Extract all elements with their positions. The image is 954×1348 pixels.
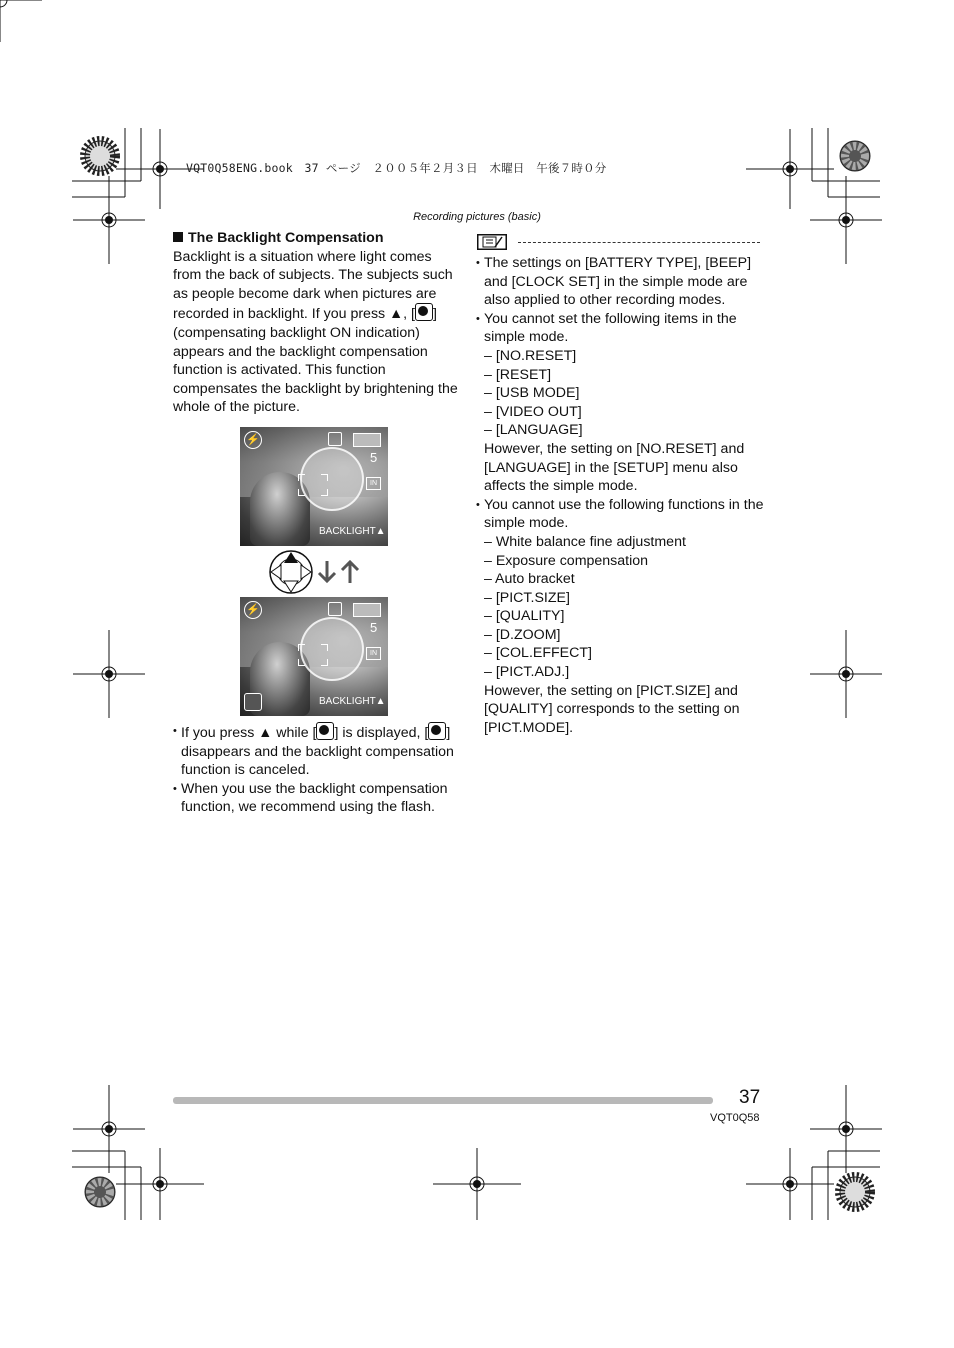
list-item: – Exposure compensation (484, 552, 649, 569)
backlight-indicator-icon (316, 722, 334, 740)
left-bullets (173, 722, 463, 817)
internal-memory-icon: IN (366, 477, 381, 490)
section-heading (173, 229, 463, 248)
bullet-flash: • When you use the backlight compensation function, we recommend using the flash. (173, 780, 463, 817)
model-code: VQT0Q58 (710, 1112, 760, 1124)
backlight-indicator-icon (428, 722, 446, 740)
backlight-label: BACKLIGHT▲ (319, 526, 386, 537)
footer-bar (173, 1097, 713, 1104)
lcd-screen-normal (240, 427, 388, 546)
intro-paragraph: Backlight is a situation where light comes from the back of subjects. The subjects such as people become dark when pictures are recorded in backlight. If you press ▲, [ ] (compensating backlight ON indication) appears and the backlight compensation function is activated. This function compensates the backlight by brightening the whole of the picture. (173, 248, 458, 416)
list-item: – [QUALITY] (484, 608, 565, 625)
list-item: – [VIDEO OUT] (484, 403, 582, 420)
remaining-count: 5 (370, 620, 378, 635)
note-bullet-functions: • You cannot use the following functions in the simple mode. (476, 496, 766, 533)
left-column (173, 229, 463, 417)
list-item: – [LANGUAGE] (484, 422, 583, 439)
record-mode-icon (328, 432, 342, 446)
af-frame (298, 474, 328, 496)
list-item: – [PICT.ADJ.] (484, 664, 570, 681)
note-divider (518, 242, 760, 243)
backlight-indicator-icon (415, 303, 433, 321)
backlight-label: BACKLIGHT▲ (319, 696, 386, 707)
internal-memory-icon: IN (366, 647, 381, 660)
lcd-screen-backlight (240, 597, 388, 716)
remaining-count: 5 (370, 450, 378, 465)
cursor-button-diagram (266, 548, 366, 596)
right-column (476, 254, 766, 737)
list-item: – Auto bracket (484, 571, 575, 588)
list-item: – [RESET] (484, 366, 552, 383)
note-bullet-settings: • The settings on [BATTERY TYPE], [BEEP] and [CLOCK SET] in the simple mode are also applied to other recording modes. (476, 254, 766, 310)
flash-icon: ⚡ (244, 431, 262, 449)
list-item: – White balance fine adjustment (484, 533, 686, 550)
note-subtext: However, the setting on [PICT.SIZE] and [QUALITY] corresponds to the setting on [PICT.MODE]. (484, 682, 740, 736)
list-item: – [PICT.SIZE] (484, 589, 570, 606)
note-icon (477, 234, 507, 250)
printer-slug-line: VQT0Q58ENG.book 37 ページ ２００５年２月３日 木曜日 午後７時０分 (186, 161, 607, 175)
note-subtext: However, the setting on [NO.RESET] and [LANGUAGE] in the [SETUP] menu also affects the simple mode. (484, 440, 745, 495)
page-number: 37 (739, 1087, 761, 1108)
note-bullet-items: • You cannot set the following items in the simple mode. (476, 310, 766, 347)
backlight-on-icon (244, 693, 262, 711)
list-item: – [D.ZOOM] (484, 626, 561, 643)
af-frame (298, 644, 328, 666)
square-bullet-icon (173, 232, 183, 242)
list-item: – [COL.EFFECT] (484, 645, 592, 662)
battery-icon (353, 603, 381, 617)
page-header: Recording pictures (basic) (413, 211, 541, 223)
bullet-cancel: • If you press ▲ while [ ] is displayed, [ ] disappears and the backlight compensation function is canceled. (173, 722, 463, 780)
list-item: – [NO.RESET] (484, 347, 577, 364)
list-item: – [USB MODE] (484, 385, 580, 402)
battery-icon (353, 433, 381, 447)
record-mode-icon (328, 602, 342, 616)
flash-icon: ⚡ (244, 601, 262, 619)
section-heading-text: The Backlight Compensation (188, 230, 384, 246)
